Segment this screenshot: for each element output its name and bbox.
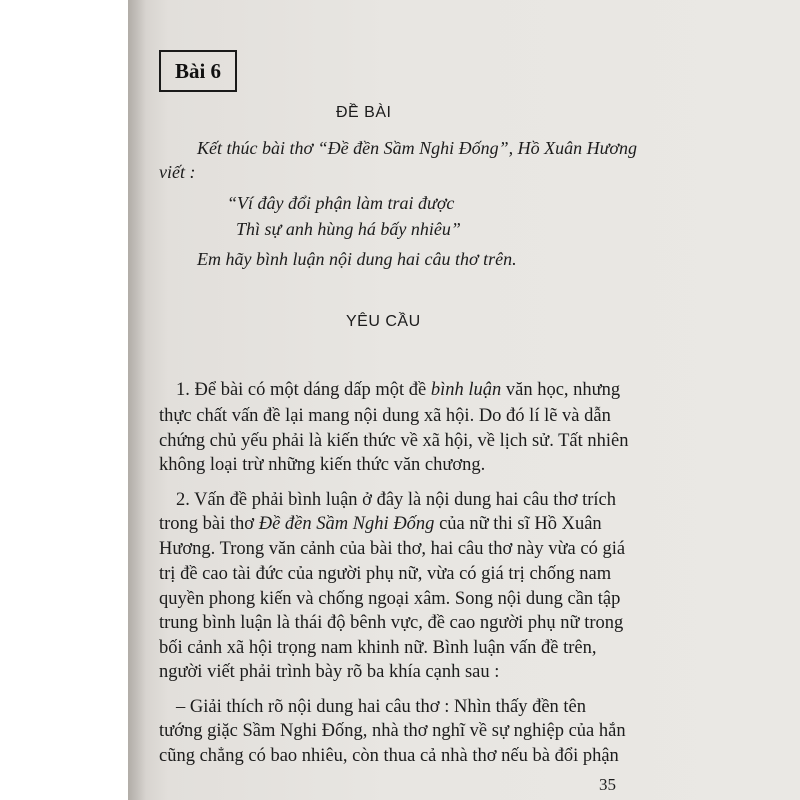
- prompt-heading: ĐỀ BÀI: [336, 104, 392, 121]
- verse-line-2: Thì sự anh hùng há bấy nhiêu”: [236, 219, 461, 239]
- lesson-label: Bài 6: [159, 50, 237, 92]
- prompt-line-1: Kết thúc bài thơ “Đề đền Sầm Nghi Đống”, Hồ Xuân Hương: [197, 138, 638, 158]
- para3-line-2: tướng giặc Sầm Nghi Đống, nhà thơ nghĩ về sự nghiệp của hắn: [159, 721, 626, 741]
- verse-line-1: “Ví đây đổi phận làm trai được: [227, 193, 455, 213]
- requirements-heading: YÊU CẦU: [346, 313, 421, 330]
- para1-line-3: chứng chủ yếu phải là kiến thức về xã hội, về lịch sử. Tất nhiên: [159, 431, 629, 451]
- para2-line-1: 2. Vấn đề phải bình luận ở đây là nội dung hai câu thơ trích: [176, 490, 616, 510]
- para3-line-1: – Giải thích rõ nội dung hai câu thơ : Nhìn thấy đền tên: [176, 697, 587, 717]
- para1-line-4: không loại trừ những kiến thức văn chương.: [159, 455, 486, 475]
- para2-line-7: bối cảnh xã hội trọng nam khinh nữ. Bình luận vấn đề trên,: [159, 638, 597, 658]
- para2-line-8: người viết phải trình bày rõ ba khía cạnh sau :: [159, 662, 500, 682]
- para2-line-6: trung bình luận là thái độ bênh vực, đề cao người phụ nữ trong: [159, 613, 624, 633]
- prompt-line-2: viết :: [159, 162, 196, 182]
- para3-line-3: cũng chẳng có bao nhiêu, còn thua cả nhà thơ nếu bà đổi phận: [159, 746, 619, 766]
- prompt-line-3: Em hãy bình luận nội dung hai câu thơ trên.: [197, 249, 517, 269]
- para2-line-3: Hương. Trong văn cảnh của bài thơ, hai câu thơ này vừa có giá: [159, 539, 626, 559]
- para2-line-5: quyền phong kiến và chống ngoại xâm. Song nội dung cần tập: [159, 589, 621, 609]
- page-gutter-shadow: [128, 0, 146, 800]
- page-number: 35: [599, 775, 616, 794]
- para1-line-2: thực chất vấn đề lại mang nội dung xã hội. Do đó lí lẽ và dẫn: [159, 406, 611, 426]
- para1-line-1: 1. Để bài có một dáng dấp một đề bình luận văn học, nhưng: [176, 380, 621, 400]
- para2-line-4: trị đề cao tài đức của người phụ nữ, vừa có giá trị chống nam: [159, 564, 612, 584]
- para2-line-2: trong bài thơ Đề đền Sầm Nghi Đống của nữ thi sĩ Hồ Xuân: [159, 514, 602, 534]
